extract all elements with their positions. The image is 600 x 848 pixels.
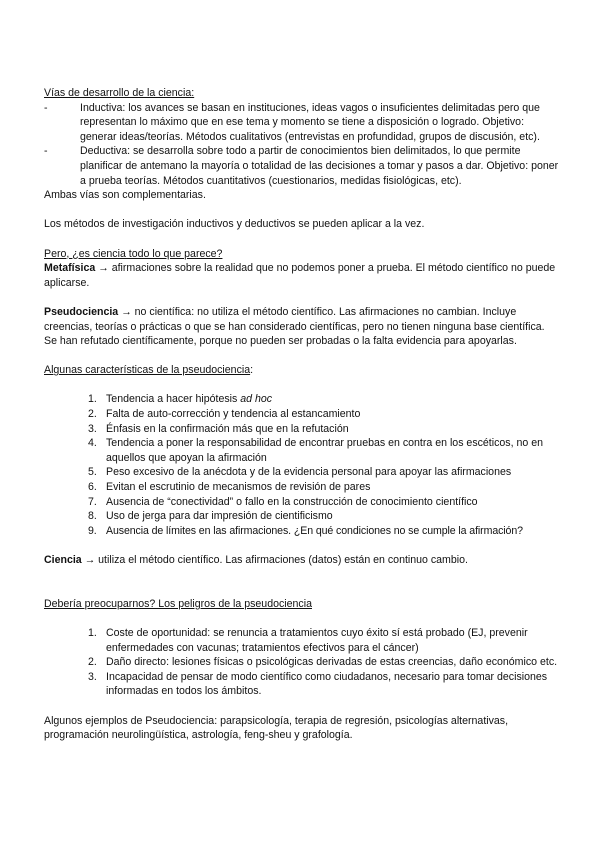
list-item (44, 655, 560, 670)
list-item (44, 392, 560, 407)
ejemplos-paragraph: Algunos ejemplos de Pseudociencia: parapsicología, terapia de regresión, psicologías alternativas, programación neurolingüística, astrología, feng-sheu y grafología. (44, 714, 509, 742)
list-item (44, 101, 560, 145)
list-item (44, 465, 560, 480)
item-number: 3. (88, 422, 97, 435)
list-item (44, 144, 560, 188)
item-text: Ausencia de límites en las afirmaciones. ¿En qué condiciones no se cumple la afirmación? (106, 524, 523, 537)
list-item (44, 524, 560, 539)
item-text: Incapacidad de pensar de modo científico como ciudadanos, necesario para tomar decisiones informadas en todos los ámbitos. (106, 670, 548, 698)
item-text: Énfasis en la confirmación más que en la refutación (106, 422, 349, 435)
inductiva-text: Inductiva: los avances se basan en instituciones, ideas vagos o insuficientes delimitadas pero que representan lo máximo que en ese tema y momento se tiene a disposición o logrado. Objetivo: generar ideas/teorías. Métodos cualitativos (entrevistas en profundidad, grupos de discusión, etc). (80, 101, 540, 143)
item-text: Falta de auto-corrección y tendencia al estancamiento (106, 408, 361, 421)
list-item (44, 407, 560, 422)
item-number: 9. (88, 524, 97, 537)
metafisica-term: Metafísica (44, 262, 96, 275)
item-number: 6. (88, 481, 97, 494)
item-number: 1. (88, 626, 97, 639)
pseudociencia-term: Pseudociencia (44, 305, 119, 318)
heading-colon: : (250, 364, 254, 377)
dash-marker: - (44, 101, 48, 114)
item-text: Tendencia a poner la responsabilidad de encontrar pruebas en contra en los escéticos, no en aquellos que apoyan la afirmación (106, 437, 543, 464)
caracteristicas-list (44, 392, 560, 538)
item-text: Coste de oportunidad: se renuncia a tratamientos cuyo éxito sí está probado (EJ, prevenir enfermedades con vacunas; tratamientos efectivos para el cáncer) (106, 626, 528, 654)
item-number: 2. (88, 408, 97, 421)
ciencia-definition: → utiliza el método científico. Las afirmaciones (datos) están en continuo cambio. (81, 554, 468, 566)
item-number: 8. (88, 510, 97, 523)
item-number: 7. (88, 495, 97, 508)
item-number: 4. (88, 437, 97, 450)
item-number: 3. (88, 670, 97, 683)
list-item (44, 422, 560, 437)
list-item (44, 495, 560, 510)
metafisica-definition: → afirmaciones sobre la realidad que no podemos poner a prueba. El método científico no puede aplicarse. (44, 262, 556, 289)
list-item (44, 626, 560, 655)
metodos-note: Los métodos de investigación inductivos y deductivos se pueden aplicar a la vez. (44, 218, 425, 231)
pero-heading: Pero, ¿es ciencia todo lo que parece? (44, 247, 223, 260)
document-page (44, 86, 560, 743)
ciencia-paragraph (44, 553, 560, 568)
caracteristicas-heading (44, 363, 560, 378)
vias-heading: Vías de desarrollo de la ciencia: (44, 87, 195, 99)
peligros-list (44, 626, 560, 699)
deductiva-text: Deductiva: se desarrolla sobre todo a partir de conocimientos bien delimitados, lo que permite planificar de antemano la mayoría o totalidad de las decisiones a tomar y pasos a dar. Objetivo: poner a prueba teorías. Métodos cuantitativos (cuestionarios, medidas fisiológicas, etc). (80, 145, 559, 187)
item-text: Ausencia de “conectividad” o fallo en la construcción de conocimiento científico (106, 495, 478, 508)
dash-marker: - (44, 145, 48, 158)
item-italic: ad hoc (240, 393, 273, 406)
list-item (44, 480, 560, 495)
item-text: Tendencia a hacer hipótesis (106, 393, 241, 406)
item-text: Peso excesivo de la anécdota y de la evidencia personal para apoyar las afirmaciones (106, 466, 512, 479)
list-item (44, 509, 560, 524)
peligros-heading: Debería preocuparnos? Los peligros de la pseudociencia (44, 597, 312, 610)
list-item (44, 436, 560, 465)
item-text: Uso de jerga para dar impresión de cientificismo (106, 510, 333, 523)
item-number: 2. (88, 656, 97, 669)
pseudociencia-paragraph (44, 305, 560, 349)
item-number: 1. (88, 393, 97, 406)
vias-closing: Ambas vías son complementarias. (44, 189, 206, 202)
list-item (44, 670, 560, 699)
caracteristicas-heading-text: Algunas características de la pseudociencia (44, 364, 251, 377)
item-number: 5. (88, 466, 97, 479)
item-text: Daño directo: lesiones físicas o psicológicas derivadas de estas creencias, daño económico etc. (106, 656, 558, 669)
metafisica-paragraph (44, 261, 560, 290)
pseudociencia-definition: → no científica: no utiliza el método científico. Las afirmaciones no cambian. Incluye creencias, teorías o prácticas o que se han considerado científicas, pero no tienen ninguna base científica. Se han refutado científicamente, porque no pueden ser probadas o la falta evidencia para apoyarlas. (44, 305, 545, 348)
ciencia-term: Ciencia (44, 554, 82, 566)
item-text: Evitan el escrutinio de mecanismos de revisión de pares (106, 481, 371, 494)
